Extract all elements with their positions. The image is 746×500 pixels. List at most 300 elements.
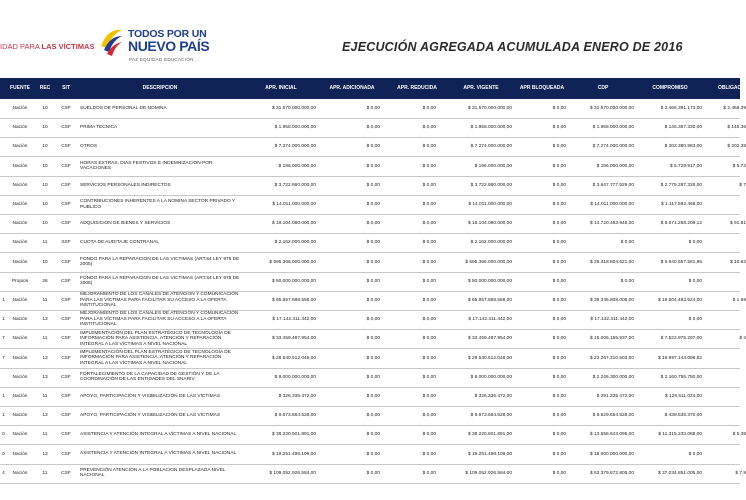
table-row xyxy=(0,406,740,426)
cell-apr-reducida: $ 0,00 xyxy=(422,106,436,111)
cell-apr-inicial: $ 326.335.472,00 xyxy=(278,394,316,399)
cell-descripcion: SERVICIOS PERSONALES INDIRECTOS xyxy=(80,182,171,188)
logo-line-2: NUEVO PAÍS xyxy=(128,38,210,54)
cell-apr-inicial: $ 109.052.926.584,00 xyxy=(269,470,316,476)
report-header xyxy=(0,0,740,78)
cell-cdp: $ 3.647.777.529,00 xyxy=(592,182,634,188)
cell-descripcion: FONDO PARA LA REPARACION DE LAS VICTIMAS (ART.54 LEY 975 DE 2005) xyxy=(80,256,240,268)
cell-compromiso: $ 202.380.983,00 xyxy=(664,144,702,150)
cell-apr-bloqueada: $ 0,00 xyxy=(552,451,566,457)
cell-apr-adicionada: $ 0,00 xyxy=(366,106,380,111)
cell-apr-reducida: $ 0,00 xyxy=(422,336,436,342)
cell-sit: CSF xyxy=(61,259,71,265)
cell-sit: CSF xyxy=(61,355,71,361)
cell-compromiso: $ 0,00 xyxy=(688,317,702,323)
row-ref xyxy=(0,176,7,195)
cell-apr-bloqueada: $ 0,00 xyxy=(552,317,566,323)
cell-compromiso: $ 11.315.233.088,00 xyxy=(658,432,702,438)
cell-apr-adicionada: $ 0,00 xyxy=(366,202,380,207)
cell-apr-adicionada: $ 0,00 xyxy=(366,394,380,399)
cell-apr-bloqueada: $ 0,00 xyxy=(552,432,566,438)
cell-apr-bloqueada: $ 0,00 xyxy=(552,355,566,361)
cell-apr-reducida: $ 0,00 xyxy=(422,259,436,265)
cell-apr-vigente: $ 196.000.000,00 xyxy=(474,163,512,169)
row-ref: 0 xyxy=(2,451,5,457)
cell-rec: 13 xyxy=(42,317,48,323)
cell-apr-adicionada: $ 0,00 xyxy=(366,374,380,380)
cell-apr-inicial: $ 1.958.000.000,00 xyxy=(274,125,316,131)
cell-cdp: $ 14.720.483.945,00 xyxy=(589,221,634,227)
cell-rec: 26 xyxy=(42,278,48,284)
cell-apr-bloqueada: $ 0,00 xyxy=(552,278,566,284)
cell-apr-inicial: $ 8.000.000.000,00 xyxy=(274,374,316,380)
cell-apr-reducida: $ 0,00 xyxy=(422,451,436,457)
row-ref: 1 xyxy=(2,317,5,323)
cell-fuente: Nación xyxy=(12,106,28,111)
cell-apr-bloqueada: $ 0,00 xyxy=(552,394,566,399)
cell-apr-inicial: $ 7.274.000.000,00 xyxy=(274,144,316,150)
col-header-rec: REC xyxy=(39,85,51,91)
table-row xyxy=(0,195,740,215)
cell-apr-vigente: $ 17.142.311.442,00 xyxy=(468,317,512,323)
table-row xyxy=(0,214,746,234)
cell-apr-adicionada: $ 0,00 xyxy=(366,259,380,265)
col-header-cdp: CDP xyxy=(597,85,609,91)
cell-descripcion: IMPLEMENTACIÓN DEL PLAN ESTRATÉGICO DE TECNOLOGÍA DE INFORMACIÓN PARA ASISTENCIA, ATENCIÓN Y REPARACIÓN INTEGRAL A LAS VÍCTIMAS A NIVEL NACIONAL xyxy=(80,330,231,347)
cell-apr-reducida: $ 0,00 xyxy=(422,394,436,399)
org-name-prefix: IDAD PARA xyxy=(0,42,42,51)
cell-apr-reducida: $ 0,00 xyxy=(422,278,436,284)
col-header-apr-inicial: APR. INICIAL xyxy=(265,85,297,91)
org-name xyxy=(0,42,94,51)
cell-descripcion: APOYO, PARTICIPACIÓN Y VISIBILIZACIÓN DE LAS VÍCTIMAS xyxy=(80,412,221,418)
col-header-sit: SIT xyxy=(62,85,70,91)
cell-obligacion: $ 2.466.39 xyxy=(723,106,746,111)
report-title: EJECUCIÓN AGREGADA ACUMULADA ENERO DE 2016 xyxy=(342,40,683,54)
cell-apr-adicionada: $ 0,00 xyxy=(366,413,380,419)
col-header-obligacion: OBLIGAC xyxy=(718,85,742,91)
cell-descripcion: CUOTA DE AUDITAJE CONTRANAL xyxy=(80,240,159,246)
cell-rec: 10 xyxy=(42,163,48,169)
cell-obligacion: $ 145.36 xyxy=(727,125,746,131)
cell-fuente: Nación xyxy=(12,394,28,399)
cell-fuente: Nación xyxy=(12,144,28,150)
cell-apr-vigente: $ 326.335.472,00 xyxy=(474,394,512,399)
cell-fuente: Nación xyxy=(12,470,28,476)
cell-cdp: $ 291.335.472,00 xyxy=(596,394,634,399)
cell-rec: 13 xyxy=(42,413,48,419)
cell-apr-inicial: $ 3.722.860.000,00 xyxy=(274,182,316,188)
cell-cdp: $ 18.000.000.000,00 xyxy=(589,451,634,457)
cell-rec: 11 xyxy=(42,394,48,399)
cell-rec: 10 xyxy=(42,202,48,207)
cell-sit: CSF xyxy=(61,451,71,457)
cell-cdp: $ 39.346.808.006,00 xyxy=(589,298,634,303)
row-ref xyxy=(0,99,7,118)
cell-obligacion: $ 202.38 xyxy=(727,144,746,150)
cell-apr-inicial: $ 33.459.487.954,00 xyxy=(271,336,316,342)
cell-apr-bloqueada: $ 0,00 xyxy=(552,374,566,380)
row-ref xyxy=(0,272,7,291)
col-header-apr-reducida: APR. REDUCIDA xyxy=(397,85,437,91)
cell-sit: CSF xyxy=(61,106,71,111)
cell-apr-vigente: $ 50.000.000.000,00 xyxy=(467,278,512,284)
cell-compromiso: $ 439.538.370,00 xyxy=(664,413,702,419)
cell-compromiso: $ 2.466.391.173,00 xyxy=(660,106,702,111)
table-row xyxy=(0,310,740,330)
cell-apr-vigente: $ 33.459.487.954,00 xyxy=(467,336,512,342)
cell-fuente: Nación xyxy=(12,182,28,188)
col-header-apr-bloqueada: APR BLOQUEADA xyxy=(519,85,565,91)
cell-fuente: Nación xyxy=(12,298,28,303)
cell-compromiso: $ 0,00 xyxy=(688,278,702,284)
cell-descripcion: SUELDOS DE PERSONAL DE NOMINA xyxy=(80,105,167,111)
cell-apr-reducida: $ 0,00 xyxy=(422,374,436,380)
cell-apr-adicionada: $ 0,00 xyxy=(366,298,380,303)
cell-cdp: $ 17.142.311.442,00 xyxy=(590,317,634,323)
cell-descripcion: FONDO PARA LA REPARACION DE LAS VICTIMAS (ART.54 LEY 975 DE 2005) xyxy=(80,275,240,287)
cell-cdp: $ 23.267.310.503,00 xyxy=(589,355,634,361)
cell-apr-bloqueada: $ 0,00 xyxy=(552,336,566,342)
row-ref: 0 xyxy=(2,432,5,438)
cell-apr-vigente: $ 65.857.688.558,00 xyxy=(467,298,512,303)
cell-rec: 10 xyxy=(42,144,48,150)
cell-sit: CSF xyxy=(61,413,71,419)
cell-apr-reducida: $ 0,00 xyxy=(422,240,436,246)
cell-compromiso: $ 0,00 xyxy=(688,240,702,246)
cell-apr-reducida: $ 0,00 xyxy=(422,470,436,476)
cell-rec: 10 xyxy=(42,182,48,188)
cell-fuente: Nación xyxy=(12,240,28,246)
cell-compromiso: $ 2.160.786.750,00 xyxy=(660,374,702,380)
col-header-descripcion: DESCRIPCION xyxy=(142,85,178,91)
table-row xyxy=(0,99,746,119)
row-ref: 1 xyxy=(2,394,5,399)
cell-compromiso: $ 1.117.592.468,00 xyxy=(661,202,702,207)
cell-apr-bloqueada: $ 0,00 xyxy=(552,163,566,169)
cell-apr-bloqueada: $ 0,00 xyxy=(552,125,566,131)
cell-apr-adicionada: $ 0,00 xyxy=(366,182,380,188)
cell-fuente: Nación xyxy=(12,317,28,323)
cell-apr-inicial: $ 17.142.311.442,00 xyxy=(272,317,316,323)
cell-apr-vigente: $ 19.251.498.109,00 xyxy=(467,451,512,457)
cell-obligacion xyxy=(706,349,746,368)
cell-obligacion xyxy=(706,406,746,425)
cell-apr-adicionada: $ 0,00 xyxy=(366,163,380,169)
cell-descripcion: APOYO, PARTICIPACIÓN Y VISIBILIZACIÓN DE LAS VÍCTIMAS xyxy=(80,393,221,399)
cell-fuente: Nación xyxy=(12,259,28,265)
cell-compromiso: $ 5.729.917,00 xyxy=(669,163,702,169)
table-row xyxy=(0,137,746,157)
col-header-fuente: FUENTE xyxy=(10,85,30,91)
cell-rec: 11 xyxy=(42,336,48,342)
cell-cdp: $ 31.570.000.000,00 xyxy=(589,106,634,111)
cell-apr-bloqueada: $ 0,00 xyxy=(552,221,566,227)
cell-sit: CSF xyxy=(61,202,71,207)
cell-fuente: Propios xyxy=(11,278,29,284)
row-ref xyxy=(0,195,7,214)
cell-apr-inicial: $ 19.251.498.109,00 xyxy=(271,451,316,457)
cell-apr-vigente: $ 9.673.664.528,00 xyxy=(470,413,512,419)
cell-compromiso: $ 128.511.024,00 xyxy=(665,394,702,399)
cell-obligacion: $ 5.38 xyxy=(732,432,746,438)
cell-apr-inicial: $ 28.540.512.046,00 xyxy=(271,355,316,361)
logo-line-3: PAZ EQUIDAD EDUCACIÓN xyxy=(129,57,194,62)
cell-apr-inicial: $ 196.000.000,00 xyxy=(278,163,316,169)
cell-apr-adicionada: $ 0,00 xyxy=(366,451,380,457)
cell-obligacion: $ 7.9 xyxy=(735,470,746,476)
cell-compromiso: $ 19.997.144.098,82 xyxy=(657,355,702,361)
row-ref xyxy=(0,214,7,233)
col-header-apr-adicionada: APR. ADICIONADA xyxy=(329,85,375,91)
cell-apr-adicionada: $ 0,00 xyxy=(366,432,380,438)
table-row xyxy=(0,349,740,369)
cell-apr-inicial: $ 50.000.000.000,00 xyxy=(271,278,316,284)
cell-rec: 10 xyxy=(42,221,48,227)
cell-sit: CSF xyxy=(61,221,71,227)
cell-rec: 11 xyxy=(42,432,48,438)
cell-compromiso: $ 145.367.330,00 xyxy=(664,125,702,131)
cell-rec: 10 xyxy=(42,125,48,131)
row-ref: 7 xyxy=(2,336,5,342)
cell-sit: CSF xyxy=(61,163,71,169)
cell-obligacion: $ 91.81 xyxy=(729,221,746,227)
cell-fuente: Nación xyxy=(12,413,28,419)
col-header-apr-vigente: APR. VIGENTE xyxy=(463,85,499,91)
cell-compromiso: $ 8.571.258.209,12 xyxy=(660,221,702,227)
cell-apr-bloqueada: $ 0,00 xyxy=(552,413,566,419)
row-ref xyxy=(0,253,7,272)
cell-cdp: $ 0,00 xyxy=(620,278,634,284)
cell-apr-inicial: $ 65.857.688.558,00 xyxy=(271,298,316,303)
cell-fuente: Nación xyxy=(12,451,28,457)
cell-obligacion: $ 4 xyxy=(739,336,746,342)
cell-compromiso: $ 7.522.975.297,00 xyxy=(660,336,702,342)
cell-fuente: Nación xyxy=(12,374,28,380)
cell-apr-reducida: $ 0,00 xyxy=(422,221,436,227)
table-row xyxy=(0,176,746,196)
cell-apr-inicial: $ 14.011.000.000,00 xyxy=(272,202,316,207)
cell-compromiso: $ 0,00 xyxy=(688,451,702,457)
cell-apr-reducida: $ 0,00 xyxy=(422,182,436,188)
cell-apr-adicionada: $ 0,00 xyxy=(366,470,380,476)
cell-apr-reducida: $ 0,00 xyxy=(422,125,436,131)
col-header-compromiso: COMPROMISO xyxy=(652,85,688,91)
cell-apr-inicial: $ 18.104.080.000,00 xyxy=(271,221,316,227)
cell-descripcion: ASISTENCIA Y ATENCIÓN INTEGRAL A VÍCTIMAS A NIVEL NACIONAL xyxy=(80,432,237,438)
cell-cdp: $ 53.379.872.805,00 xyxy=(589,470,634,476)
cell-cdp: $ 1.958.000.000,00 xyxy=(592,125,634,131)
table-row xyxy=(0,118,746,138)
cell-apr-adicionada: $ 0,00 xyxy=(366,144,380,150)
cell-apr-bloqueada: $ 0,00 xyxy=(552,470,566,476)
cell-apr-reducida: $ 0,00 xyxy=(422,432,436,438)
cell-rec: 13 xyxy=(42,374,48,380)
cell-apr-inicial: $ 9.673.664.528,00 xyxy=(274,413,316,419)
cell-apr-adicionada: $ 0,00 xyxy=(366,336,380,342)
row-ref: 1 xyxy=(2,298,5,303)
cell-apr-vigente: $ 2.162.000.000,00 xyxy=(470,240,512,246)
cell-rec: 13 xyxy=(42,355,48,361)
cell-cdp: $ 196.000.000,00 xyxy=(596,163,634,169)
cell-apr-inicial: $ 2.162.000.000,00 xyxy=(274,240,316,246)
cell-descripcion: PREVENCIÓN ATENCION A LA POBLACION DESPLAZADA NIVEL NACIONAL xyxy=(80,467,226,479)
cell-fuente: Nación xyxy=(12,125,28,131)
cell-descripcion: IMPLEMENTACIÓN DEL PLAN ESTRATÉGICO DE TECNOLOGÍA DE INFORMACIÓN PARA ASISTENCIA, ATENCIÓN Y REPARACIÓN INTEGRAL A LAS VÍCTIMAS A NIVEL NACIONAL xyxy=(80,349,231,366)
cell-sit: CSF xyxy=(61,125,71,131)
cell-apr-bloqueada: $ 0,00 xyxy=(552,182,566,188)
table-header-row xyxy=(0,78,740,99)
cell-apr-bloqueada: $ 0,00 xyxy=(552,202,566,207)
table-row xyxy=(0,329,746,349)
cell-apr-reducida: $ 0,00 xyxy=(422,317,436,323)
cell-apr-reducida: $ 0,00 xyxy=(422,298,436,303)
cell-fuente: Nación xyxy=(12,221,28,227)
cell-apr-adicionada: $ 0,00 xyxy=(366,355,380,361)
cell-apr-adicionada: $ 0,00 xyxy=(366,317,380,323)
cell-compromiso: $ 2.779.287.328,00 xyxy=(660,182,702,188)
cell-apr-bloqueada: $ 0,00 xyxy=(552,240,566,246)
row-ref xyxy=(0,368,7,387)
cell-apr-bloqueada: $ 0,00 xyxy=(552,259,566,265)
cell-apr-reducida: $ 0,00 xyxy=(422,413,436,419)
table-row xyxy=(0,272,740,292)
cell-apr-vigente: $ 28.540.512.046,00 xyxy=(467,355,512,361)
cell-apr-inicial: $ 38.220.501.891,00 xyxy=(271,432,316,438)
cell-cdp: $ 9.529.664.528,00 xyxy=(592,413,634,419)
cell-sit: CSF xyxy=(61,394,71,399)
cell-obligacion xyxy=(706,445,746,464)
cell-sit: CSF xyxy=(61,298,71,303)
cell-descripcion: FORTALECIMIENTO DE LA CAPACIDAD DE GESTIÓN Y DE LA COORDINACIÓN DE LAS ENTIDADES DEL SNARIV xyxy=(80,371,220,383)
cell-obligacion xyxy=(706,195,746,214)
table-row xyxy=(0,445,740,465)
cell-descripcion: ADQUISICION DE BIENES Y SERVICIOS xyxy=(80,220,171,226)
cell-fuente: Nación xyxy=(12,163,28,169)
cell-obligacion: $ 5.72 xyxy=(732,163,746,169)
cell-descripcion: MEJORAMIENTO DE LOS CANALES DE ATENCION Y COMUNICACIÓN PARA LAS VÍCTIMAS PARA FACILITAR SU ACCESO A LA OFERTA INSTITUCIONAL xyxy=(80,292,239,309)
cell-rec: 11 xyxy=(42,240,48,246)
row-ref: 1 xyxy=(2,413,5,419)
cell-descripcion: ASISTENCIA Y ATENCIÓN INTEGRAL A VÍCTIMAS A NIVEL NACIONAL xyxy=(80,451,237,457)
cell-apr-reducida: $ 0,00 xyxy=(422,163,436,169)
table-row xyxy=(0,233,740,253)
cell-obligacion xyxy=(706,368,746,387)
cell-apr-vigente: $ 7.274.000.000,00 xyxy=(470,144,512,150)
table-row xyxy=(0,387,740,407)
cell-apr-reducida: $ 0,00 xyxy=(422,144,436,150)
cell-apr-adicionada: $ 0,00 xyxy=(366,278,380,284)
cell-obligacion: $ 10.62 xyxy=(729,259,746,265)
cell-sit: CSF xyxy=(61,278,71,284)
cell-compromiso: $ 18.504.493.624,00 xyxy=(657,298,702,303)
cell-fuente: Nación xyxy=(12,432,28,438)
cell-apr-vigente: $ 14.011.000.000,00 xyxy=(468,202,512,207)
cell-cdp: $ 15.006.155.937,00 xyxy=(589,336,634,342)
cell-sit: CSF xyxy=(61,317,71,323)
cell-descripcion: OTROS xyxy=(80,144,98,150)
cell-cdp: $ 0,00 xyxy=(620,240,634,246)
cell-cdp: $ 7.274.000.000,00 xyxy=(592,144,634,150)
cell-apr-reducida: $ 0,00 xyxy=(422,355,436,361)
cell-apr-reducida: $ 0,00 xyxy=(422,202,436,207)
table-row xyxy=(0,425,746,445)
row-ref xyxy=(0,157,7,176)
cell-apr-vigente: $ 18.104.080.000,00 xyxy=(467,221,512,227)
cell-apr-inicial: $ 595.366.000.000,00 xyxy=(269,259,316,265)
cell-sit: CSF xyxy=(61,144,71,150)
cell-obligacion: $ 7 xyxy=(739,182,746,188)
cell-descripcion: CONTRIBUCIONES INHERENTES A LA NOMINA SECTOR PRIVADO Y PUBLICO xyxy=(80,198,236,210)
cell-apr-inicial: $ 31.570.000.000,00 xyxy=(271,106,316,111)
cell-apr-vigente: $ 31.570.000.000,00 xyxy=(467,106,512,111)
row-ref xyxy=(0,233,7,252)
cell-obligacion xyxy=(706,233,746,252)
cell-fuente: Nación xyxy=(12,355,28,361)
cell-fuente: Nación xyxy=(12,336,28,342)
logo-line-1: TODOS POR UN xyxy=(128,28,207,40)
cell-apr-adicionada: $ 0,00 xyxy=(366,221,380,227)
cell-apr-bloqueada: $ 0,00 xyxy=(552,298,566,303)
cell-obligacion xyxy=(706,272,746,291)
table-row xyxy=(0,253,746,273)
cell-apr-vigente: $ 8.000.000.000,00 xyxy=(470,374,512,380)
table-row xyxy=(0,291,746,311)
cell-rec: 10 xyxy=(42,106,48,111)
cell-compromiso: $ 5.940.657.581,95 xyxy=(660,259,702,265)
cell-apr-vigente: $ 1.958.000.000,00 xyxy=(470,125,512,131)
cell-apr-adicionada: $ 0,00 xyxy=(366,240,380,246)
cell-apr-vigente: $ 595.366.000.000,00 xyxy=(465,259,512,265)
row-ref xyxy=(0,137,7,156)
cell-cdp: $ 13.558.643.095,00 xyxy=(589,432,634,438)
cell-obligacion xyxy=(706,387,746,406)
cell-apr-adicionada: $ 0,00 xyxy=(366,125,380,131)
cell-apr-bloqueada: $ 0,00 xyxy=(552,144,566,150)
cell-rec: 10 xyxy=(42,259,48,265)
table-row xyxy=(0,464,746,484)
row-ref: 4 xyxy=(2,470,5,476)
table-row xyxy=(0,157,746,177)
cell-apr-vigente: $ 3.722.860.000,00 xyxy=(470,182,512,188)
cell-obligacion: $ 1.69 xyxy=(732,298,746,303)
cell-sit: SSF xyxy=(61,240,71,246)
cell-obligacion xyxy=(706,310,746,329)
cell-apr-vigente: $ 38.220.501.891,00 xyxy=(467,432,512,438)
cell-sit: CSF xyxy=(61,182,71,188)
cell-descripcion: HORAS EXTRAS, DIAS FESTIVOS E INDEMNIZACION POR VACACIONES xyxy=(80,160,213,172)
todos-por-un-nuevo-pais-logo-icon xyxy=(98,26,124,60)
cell-rec: 11 xyxy=(42,470,48,476)
org-name-bold: LAS VÍCTIMAS xyxy=(41,42,95,51)
cell-rec: 11 xyxy=(42,298,48,303)
cell-apr-bloqueada: $ 0,00 xyxy=(552,106,566,111)
row-ref xyxy=(0,118,7,137)
cell-fuente: Nación xyxy=(12,202,28,207)
cell-sit: CSF xyxy=(61,374,71,380)
cell-cdp: $ 14.011.000.000,00 xyxy=(590,202,634,207)
cell-compromiso: $ 37.034.851.005,00 xyxy=(657,470,702,476)
cell-sit: CSF xyxy=(61,470,71,476)
table-row xyxy=(0,368,740,388)
cell-apr-vigente: $ 109.052.926.584,00 xyxy=(465,470,512,476)
cell-rec: 13 xyxy=(42,451,48,457)
cell-descripcion: MEJORAMIENTO DE LOS CANALES DE ATENCION Y COMUNICACIÓN PARA LAS VÍCTIMAS PARA FACILITAR SU ACCESO A LA OFERTA INSTITUCIONAL xyxy=(80,311,239,328)
cell-cdp: $ 2.246.300.000,00 xyxy=(592,374,634,380)
row-ref: 7 xyxy=(2,355,5,361)
cell-sit: CSF xyxy=(61,432,71,438)
cell-sit: CSF xyxy=(61,336,71,342)
